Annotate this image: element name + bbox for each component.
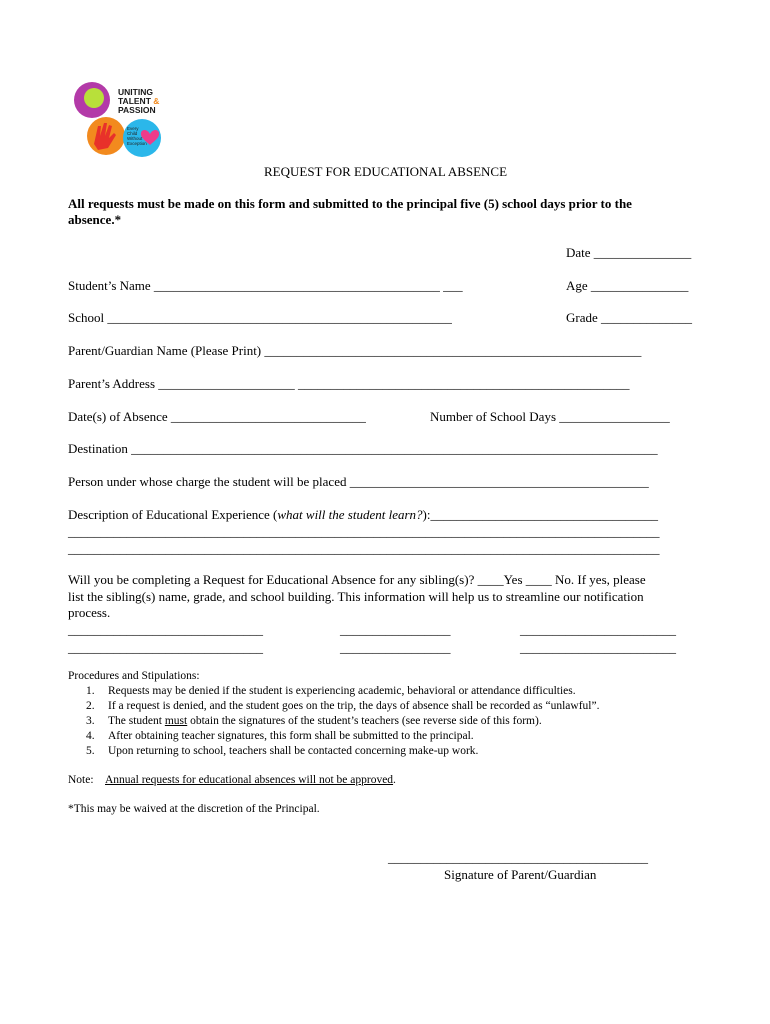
procedure-item <box>86 730 474 742</box>
procedure-item <box>86 700 599 712</box>
sibling-grade-blank-1[interactable]: _________________ <box>340 622 451 637</box>
destination-field[interactable]: Destination _________________________________________________________________________________ <box>68 441 658 456</box>
waiver-note: *This may be waived at the discretion of the Principal. <box>68 803 320 815</box>
sibling-name-blank-1[interactable]: ______________________________ <box>68 622 263 637</box>
sibling-name-blank-2[interactable]: ______________________________ <box>68 640 263 655</box>
logo-ampersand: & <box>153 96 160 106</box>
sibling-question-line-1: Will you be completing a Request for Educational Absence for any sibling(s)? ____Yes ____ No. If yes, please <box>68 572 646 587</box>
procedure-text: Upon returning to school, teachers shall be contacted concerning make-up work. <box>108 745 479 757</box>
grade-field[interactable]: Grade ______________ <box>566 310 693 325</box>
procedure-item <box>86 685 576 697</box>
signature-line[interactable]: ________________________________________ <box>388 850 648 865</box>
procedure-item <box>86 715 542 727</box>
procedure-text: If a request is denied, and the student goes on the trip, the days of absence shall be recorded as “unlawful”. <box>108 700 600 712</box>
school-logo <box>72 78 172 160</box>
form-title: REQUEST FOR EDUCATIONAL ABSENCE <box>264 164 508 179</box>
school-days-field[interactable]: Number of School Days _________________ <box>430 409 670 424</box>
note <box>68 774 396 786</box>
description-field[interactable] <box>68 507 658 523</box>
description-line-3[interactable]: ___________________________________________________________________________________________ <box>68 541 660 556</box>
procedure-text: Requests may be denied if the student is experiencing academic, behavioral or attendance difficulties. <box>108 685 576 697</box>
logo-line-uniting: UNITING <box>118 87 153 97</box>
absence-dates-field[interactable]: Date(s) of Absence ______________________________ <box>68 409 366 424</box>
description-line-2[interactable]: ___________________________________________________________________________________________ <box>68 524 660 539</box>
description-blank: ):___________________________________ <box>422 507 658 522</box>
description-label: Description of Educational Experience ( <box>68 507 278 522</box>
procedure-number: 3. <box>86 715 95 727</box>
procedure-text-end: obtain the signatures of the student’s teachers (see reverse side of this form). <box>187 715 542 727</box>
note-period: . <box>393 774 396 786</box>
procedure-number: 4. <box>86 730 95 742</box>
logo-small-exception: Exception <box>127 141 147 146</box>
parent-name-field[interactable]: Parent/Guardian Name (Please Print) __________________________________________________________ <box>68 343 642 358</box>
date-field[interactable]: Date _______________ <box>566 245 692 260</box>
logo-small-child: Child <box>127 131 138 136</box>
sibling-school-blank-2[interactable]: ________________________ <box>520 640 676 655</box>
logo-green-head <box>84 88 104 108</box>
note-text: Annual requests for educational absences will not be approved <box>105 774 394 786</box>
sibling-grade-blank-2[interactable]: _________________ <box>340 640 451 655</box>
procedure-number: 5. <box>86 745 95 757</box>
school-field[interactable]: School _____________________________________________________ <box>68 310 452 325</box>
procedure-item <box>86 745 478 757</box>
procedure-text: After obtaining teacher signatures, this form shall be submitted to the principal. <box>108 730 474 742</box>
parent-address-field[interactable]: Parent’s Address _____________________ ___________________________________________________ <box>68 376 630 391</box>
procedures-heading: Procedures and Stipulations: <box>68 670 200 682</box>
procedure-emphasis: must <box>164 715 188 727</box>
procedure-number: 2. <box>86 700 95 712</box>
logo-line-talent: TALENT <box>118 96 151 106</box>
intro-line-1: All requests must be made on this form and submitted to the principal five (5) school days prior to the <box>68 196 632 211</box>
procedure-number: 1. <box>86 685 95 697</box>
logo-line-passion: PASSION <box>118 105 156 115</box>
intro-line-2: absence.* <box>68 212 122 227</box>
logo-small-without: Without <box>127 136 143 141</box>
age-field[interactable]: Age _______________ <box>566 278 689 293</box>
signature-label: Signature of Parent/Guardian <box>444 867 597 882</box>
person-in-charge-field[interactable]: Person under whose charge the student will be placed ______________________________________________ <box>68 474 649 489</box>
note-label: Note: <box>68 774 94 786</box>
sibling-question-line-3: process. <box>68 605 111 620</box>
logo-small-every: Every <box>127 126 139 131</box>
description-hint: what will the student learn? <box>277 507 423 522</box>
procedure-text: The student <box>108 715 165 727</box>
student-name-field[interactable]: Student’s Name ____________________________________________ ___ <box>68 278 463 293</box>
sibling-school-blank-1[interactable]: ________________________ <box>520 622 676 637</box>
sibling-question-line-2: list the sibling(s) name, grade, and school building. This information will help us to streamline our notification <box>68 589 644 604</box>
